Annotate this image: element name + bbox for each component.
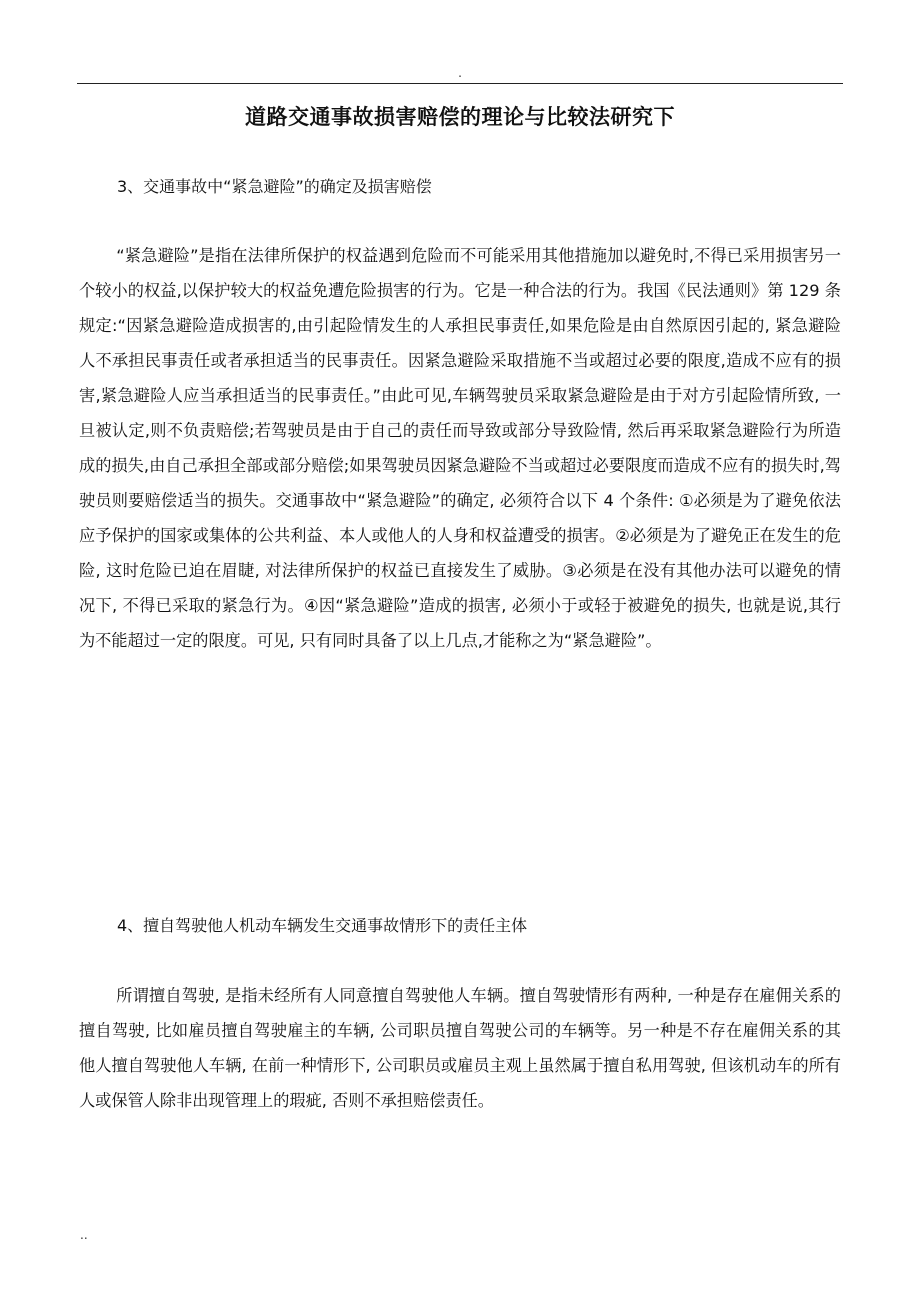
header-mark: . — [458, 66, 462, 80]
section-heading-3: 3、交通事故中“紧急避险”的确定及损害赔偿 — [117, 177, 432, 196]
section-heading-4: 4、擅自驾驶他人机动车辆发生交通事故情形下的责任主体 — [117, 916, 528, 935]
footer-mark: .. — [80, 1228, 88, 1242]
header-divider — [77, 83, 843, 84]
page-title: 道路交通事故损害赔偿的理论与比较法研究下 — [245, 105, 675, 129]
section-paragraph-4: 所谓擅自驾驶, 是指未经所有人同意擅自驾驶他人车辆。擅自驾驶情形有两种, 一种是存在雇佣关系的擅自驾驶, 比如雇员擅自驾驶雇主的车辆, 公司职员擅自驾驶公司的车辆等。另一种是不存在雇佣关系的其他人擅自驾驶他人车辆, 在前一种情形下, 公司职员或雇员主观上虽然属于擅自私用驾驶, 但该机动车的所有人或保管人除非出现管理上的瑕疵, 否则不承担赔偿责任。 — [79, 986, 841, 1110]
section-paragraph-3: “紧急避险”是指在法律所保护的权益遇到危险而不可能采用其他措施加以避免时,不得已采用损害另一个较小的权益,以保护较大的权益免遭危险损害的行为。它是一种合法的行为。我国《民法通则》第 129 条规定:“因紧急避险造成损害的,由引起险情发生的人承担民事责任,如果危险是由自然原因引起的, 紧急避险人不承担民事责任或者承担适当的民事责任。因紧急避险采取措施不当或超过必要的限度,造成不应有的损害,紧急避险人应当承担适当的民事责任。”由此可见,车辆驾驶员采取紧急避险是由于对方引起险情所致, 一旦被认定,则不负责赔偿;若驾驶员是由于自己的责任而导致或部分导致险情, 然后再采取紧急避险行为所造成的损失,由自己承担全部或部分赔偿;如果驾驶员因紧急避险不当或超过必要限度而造成不应有的损失时,驾驶员则要赔偿适当的损失。交通事故中“紧急避险”的确定, 必须符合以下 4 个条件: ①必须是为了避免依法应予保护的国家或集体的公共利益、本人或他人的人身和权益遭受的损害。②必须是为了避免正在发生的危险, 这时危险已迫在眉睫, 对法律所保护的权益已直接发生了威胁。③必须是在没有其他办法可以避免的情况下, 不得已采取的紧急行为。④因“紧急避险”造成的损害, 必须小于或轻于被避免的损失, 也就是说,其行为不能超过一定的限度。可见, 只有同时具备了以上几点,才能称之为“紧急避险”。 — [79, 246, 841, 650]
